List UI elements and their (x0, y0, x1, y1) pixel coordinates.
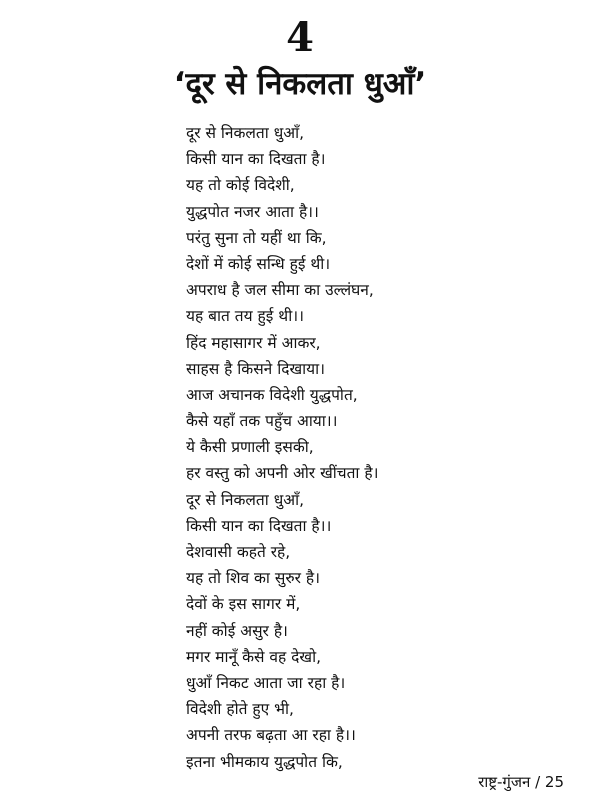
poem-line: ये कैसी प्रणाली इसकी, (186, 438, 314, 457)
poem-line: यह तो कोई विदेशी, (186, 176, 295, 195)
poem-line: परंतु सुना तो यहीं था कि, (186, 228, 327, 247)
poem-line: यह तो शिव का सुरुर है। (186, 569, 320, 588)
poem-line: दूर से निकलता धुआँ, (186, 124, 305, 142)
page-footer: राष्ट्र-गुंजन / 25 (478, 773, 564, 791)
poem-line: हर वस्तु को अपनी ओर खींचता है। (186, 464, 379, 483)
poem-line: इतना भीमकाय युद्धपोत कि, (186, 752, 343, 771)
poem-line: आज अचानक विदेशी युद्धपोत, (186, 385, 358, 404)
poem-line: मगर मानूँ कैसे वह देखो, (186, 647, 322, 666)
poem-line: अपराध है जल सीमा का उल्लंघन, (186, 281, 374, 300)
poem-line: नहीं कोई असुर है। (186, 621, 288, 640)
poem-line: धुआँ निकट आता जा रहा है। (186, 673, 346, 692)
poem-line: विदेशी होते हुए भी, (186, 700, 294, 719)
poem-line: देवों के इस सागर में, (186, 595, 301, 614)
poem-line: देशवासी कहते रहे, (186, 543, 291, 561)
poem-line: अपनी तरफ बढ़ता आ रहा है।। (186, 726, 356, 745)
poem-line: दूर से निकलता धुआँ, (186, 490, 305, 509)
poem-body (186, 120, 586, 775)
poem-line: युद्धपोत नजर आता है।। (186, 202, 319, 221)
poem-line: यह बात तय हुई थी।। (186, 307, 304, 326)
poem-line: कैसे यहाँ तक पहुँच आया।। (186, 412, 338, 431)
poem-line: किसी यान का दिखता है।। (186, 516, 332, 535)
chapter-number: 4 (286, 14, 314, 61)
poem-line: हिंद महासागर में आकर, (186, 333, 321, 352)
poem-line: किसी यान का दिखता है। (186, 150, 326, 169)
poem-line: देशों में कोई सन्धि हुई थी। (186, 254, 331, 273)
poem-line: साहस है किसने दिखाया। (186, 359, 326, 378)
poem-title: ‘दूर से निकलता धुआँ’ (173, 66, 427, 102)
